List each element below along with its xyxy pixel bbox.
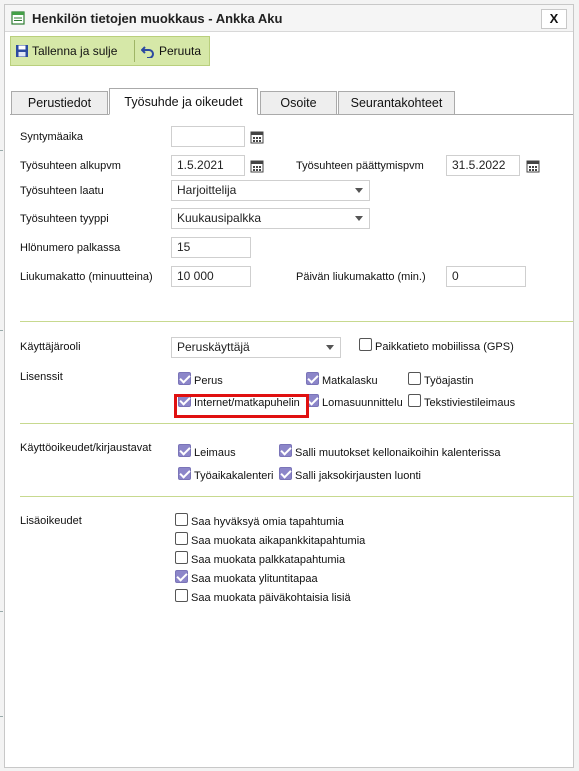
license-timer-label: Työajastin [424,375,474,387]
license-vacation-planning-label: Lomasuunnittelu [322,397,403,409]
edit-timebank-label: Saa muokata aikapankkitapahtumia [191,535,366,547]
approve-own-events-checkbox[interactable] [175,513,188,526]
title-bar[interactable] [5,5,573,32]
gps-checkbox[interactable] [359,338,372,351]
license-sms-stamp-label: Tekstiviestileimaus [424,397,516,409]
tab-employment-rights[interactable]: Työsuhde ja oikeudet [109,88,258,115]
approve-own-events-label: Saa hyväksyä omia tapahtumia [191,516,344,528]
usage-rights-label: Käyttöoikeudet/kirjaustavat [20,442,152,454]
birthdate-label: Syntymäaika [20,131,83,143]
section-divider [20,496,573,497]
dialog-title: Henkilön tietojen muokkaus - Ankka Aku [32,11,283,26]
worktime-calendar-label: Työaikakalenteri [194,470,274,482]
employment-type-select[interactable] [171,208,370,229]
stamping-checkbox[interactable] [178,444,191,457]
calendar-icon[interactable] [250,159,264,173]
payroll-number-label: Hlönumero palkassa [20,242,121,254]
employment-type-label: Työsuhteen tyyppi [20,213,109,225]
chevron-down-icon [355,216,363,221]
stamping-label: Leimaus [194,447,236,459]
employment-quality-value: Harjoittelija [177,183,237,197]
user-role-value: Peruskäyttäjä [177,340,250,354]
edit-daily-supplements-checkbox[interactable] [175,589,188,602]
start-date-label: Työsuhteen alkupvm [20,160,121,172]
license-travel-expense-label: Matkalasku [322,375,378,387]
save-and-close-button[interactable] [15,37,117,65]
background-edge [0,716,3,717]
edit-payroll-events-checkbox[interactable] [175,551,188,564]
toolbar [10,36,210,66]
cancel-label: Peruuta [159,44,202,58]
worktime-calendar-checkbox[interactable] [178,467,191,480]
license-timer-checkbox[interactable] [408,372,421,385]
tab-address[interactable]: Osoite [260,91,337,115]
gps-label: Paikkatieto mobiilissa (GPS) [375,341,514,353]
end-date-label: Työsuhteen päättymispvm [296,160,424,172]
tab-basic-info[interactable]: Perustiedot [11,91,108,115]
edit-daily-supplements-label: Saa muokata päiväkohtaisia lisiä [191,592,351,604]
edit-timebank-checkbox[interactable] [175,532,188,545]
background-edge [0,150,3,151]
chevron-down-icon [326,345,334,350]
end-date-input[interactable]: 31.5.2022 [446,155,520,176]
save-and-close-label: Tallenna ja sulje [32,44,118,58]
extra-rights-label: Lisäoikeudet [20,515,82,527]
licenses-label: Lisenssit [20,371,63,383]
license-sms-stamp-checkbox[interactable] [408,394,421,407]
cancel-button[interactable] [141,37,201,65]
undo-icon [141,44,155,58]
user-role-label: Käyttäjärooli [20,341,81,353]
toolbar-separator [134,40,135,62]
tab-tracking-targets[interactable]: Seurantakohteet [338,91,455,115]
form-icon [11,11,25,25]
section-divider [20,423,573,424]
edit-payroll-events-label: Saa muokata palkkatapahtumia [191,554,346,566]
daily-flex-limit-label: Päivän liukumakatto (min.) [296,271,426,283]
allow-period-entries-checkbox[interactable] [279,467,292,480]
user-role-select[interactable] [171,337,341,358]
calendar-icon[interactable] [526,159,540,173]
license-internet-mobile-label: Internet/matkapuhelin [194,397,300,409]
daily-flex-limit-input[interactable]: 0 [446,266,526,287]
start-date-input[interactable]: 1.5.2021 [171,155,245,176]
allow-period-entries-label: Salli jaksokirjausten luonti [295,470,421,482]
close-button[interactable]: X [541,9,567,29]
flex-limit-input[interactable]: 10 000 [171,266,251,287]
background-edge [0,611,3,612]
edit-overtime-mode-checkbox[interactable] [175,570,188,583]
employment-quality-label: Työsuhteen laatu [20,185,104,197]
birthdate-input[interactable] [171,126,245,147]
allow-time-changes-checkbox[interactable] [279,444,292,457]
license-perus-label: Perus [194,375,223,387]
allow-time-changes-label: Salli muutokset kellonaikoihin kalenterissa [295,447,501,459]
employment-type-value: Kuukausipalkka [177,211,262,225]
chevron-down-icon [355,188,363,193]
license-perus-checkbox[interactable] [178,372,191,385]
flex-limit-label: Liukumakatto (minuutteina) [20,271,153,283]
payroll-number-input[interactable]: 15 [171,237,251,258]
highlight-box [174,394,309,418]
edit-overtime-mode-label: Saa muokata ylituntitapaa [191,573,318,585]
license-travel-expense-checkbox[interactable] [306,372,319,385]
background-edge [0,330,3,331]
edit-person-dialog [4,4,574,768]
save-icon [15,44,29,58]
section-divider [20,321,573,322]
employment-quality-select[interactable] [171,180,370,201]
calendar-icon[interactable] [250,130,264,144]
